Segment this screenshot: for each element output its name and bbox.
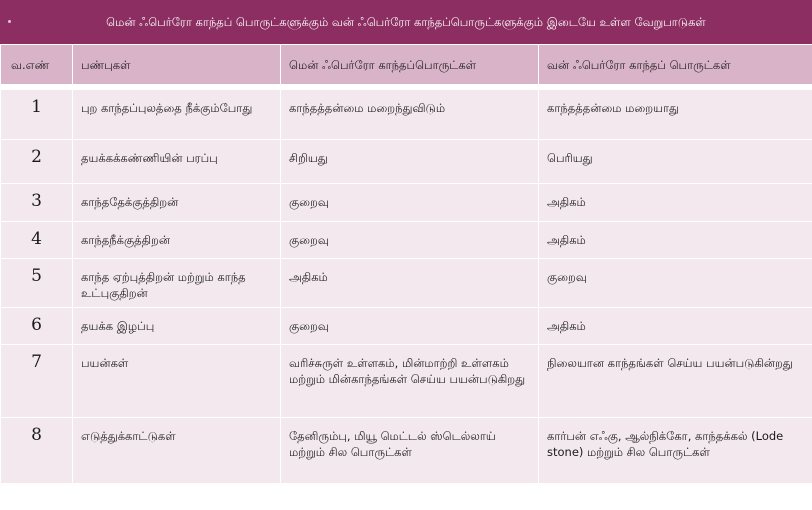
soft-value-cell: காந்தத்தன்மை மறைந்துவிடும்: [281, 90, 539, 140]
soft-value-cell: வரிச்சுருள் உள்ளகம், மின்மாற்றி உள்ளகம் மற்றும் மின்காந்தங்கள் செய்ய பயன்படுகிறது: [281, 345, 539, 418]
table-title: மென் ஃபெர்ரோ காந்தப் பொருட்களுக்கும் வன் ஃபெர்ரோ காந்தப்பொருட்களுக்கும் இடையே உள்ள வேறுபாடுகள்: [106, 15, 706, 29]
property-cell: பயன்கள்: [73, 345, 281, 418]
soft-value-cell: தேனிரும்பு, மியூ மெட்டல் ஸ்டெல்லாய் மற்றும் சில பொருட்கள்: [281, 418, 539, 484]
hard-value-cell: அதிகம்: [539, 308, 812, 345]
table-title-bar: [0, 0, 812, 44]
property-cell: காந்தநீக்குத்திறன்: [73, 222, 281, 259]
row-number: 7: [1, 345, 73, 418]
soft-value-cell: குறைவு: [281, 308, 539, 345]
row-number: 3: [1, 184, 73, 222]
header-properties: பண்புகள்: [73, 45, 281, 85]
property-cell: எடுத்துக்காட்டுகள்: [73, 418, 281, 484]
soft-value-cell: குறைவு: [281, 222, 539, 259]
property-cell: புற காந்தப்புலத்தை நீக்கும்போது: [73, 90, 281, 140]
table-header-row: [1, 45, 812, 85]
table-row: [1, 140, 812, 184]
row-number: 2: [1, 140, 73, 184]
table-row: [1, 90, 812, 140]
row-number: 5: [1, 259, 73, 308]
hard-value-cell: கார்பன் எஃகு, ஆல்நிக்கோ, காந்தக்கல் (Lode stone) மற்றும் சில பொருட்கள்: [539, 418, 812, 484]
row-number: 4: [1, 222, 73, 259]
hard-value-cell: குறைவு: [539, 259, 812, 308]
table-row: [1, 418, 812, 484]
table-row: [1, 259, 812, 308]
hard-value-cell: அதிகம்: [539, 184, 812, 222]
soft-value-cell: சிறியது: [281, 140, 539, 184]
header-soft-ferromagnetic: மென் ஃபெர்ரோ காந்தப்பொருட்கள்: [281, 45, 539, 85]
soft-value-cell: அதிகம்: [281, 259, 539, 308]
title-bullet-dot: [8, 20, 11, 23]
property-cell: தயக்க இழப்பு: [73, 308, 281, 345]
property-cell: காந்த ஏற்புத்திறன் மற்றும் காந்த உட்புகுதிறன்: [73, 259, 281, 308]
row-number: 8: [1, 418, 73, 484]
header-serial-number: வ.எண்: [1, 45, 73, 85]
row-number: 6: [1, 308, 73, 345]
table-row: [1, 308, 812, 345]
row-number: 1: [1, 90, 73, 140]
hard-value-cell: நிலையான காந்தங்கள் செய்ய பயன்படுகின்றது: [539, 345, 812, 418]
property-cell: காந்ததேக்குத்திறன்: [73, 184, 281, 222]
property-cell: தயக்கக்கண்ணியின் பரப்பு: [73, 140, 281, 184]
table-row: [1, 345, 812, 418]
hard-value-cell: அதிகம்: [539, 222, 812, 259]
hard-value-cell: காந்தத்தன்மை மறையாது: [539, 90, 812, 140]
soft-value-cell: குறைவு: [281, 184, 539, 222]
comparison-table: [0, 44, 812, 484]
header-hard-ferromagnetic: வன் ஃபெர்ரோ காந்தப் பொருட்கள்: [539, 45, 812, 85]
table-row: [1, 222, 812, 259]
hard-value-cell: பெரியது: [539, 140, 812, 184]
table-row: [1, 184, 812, 222]
